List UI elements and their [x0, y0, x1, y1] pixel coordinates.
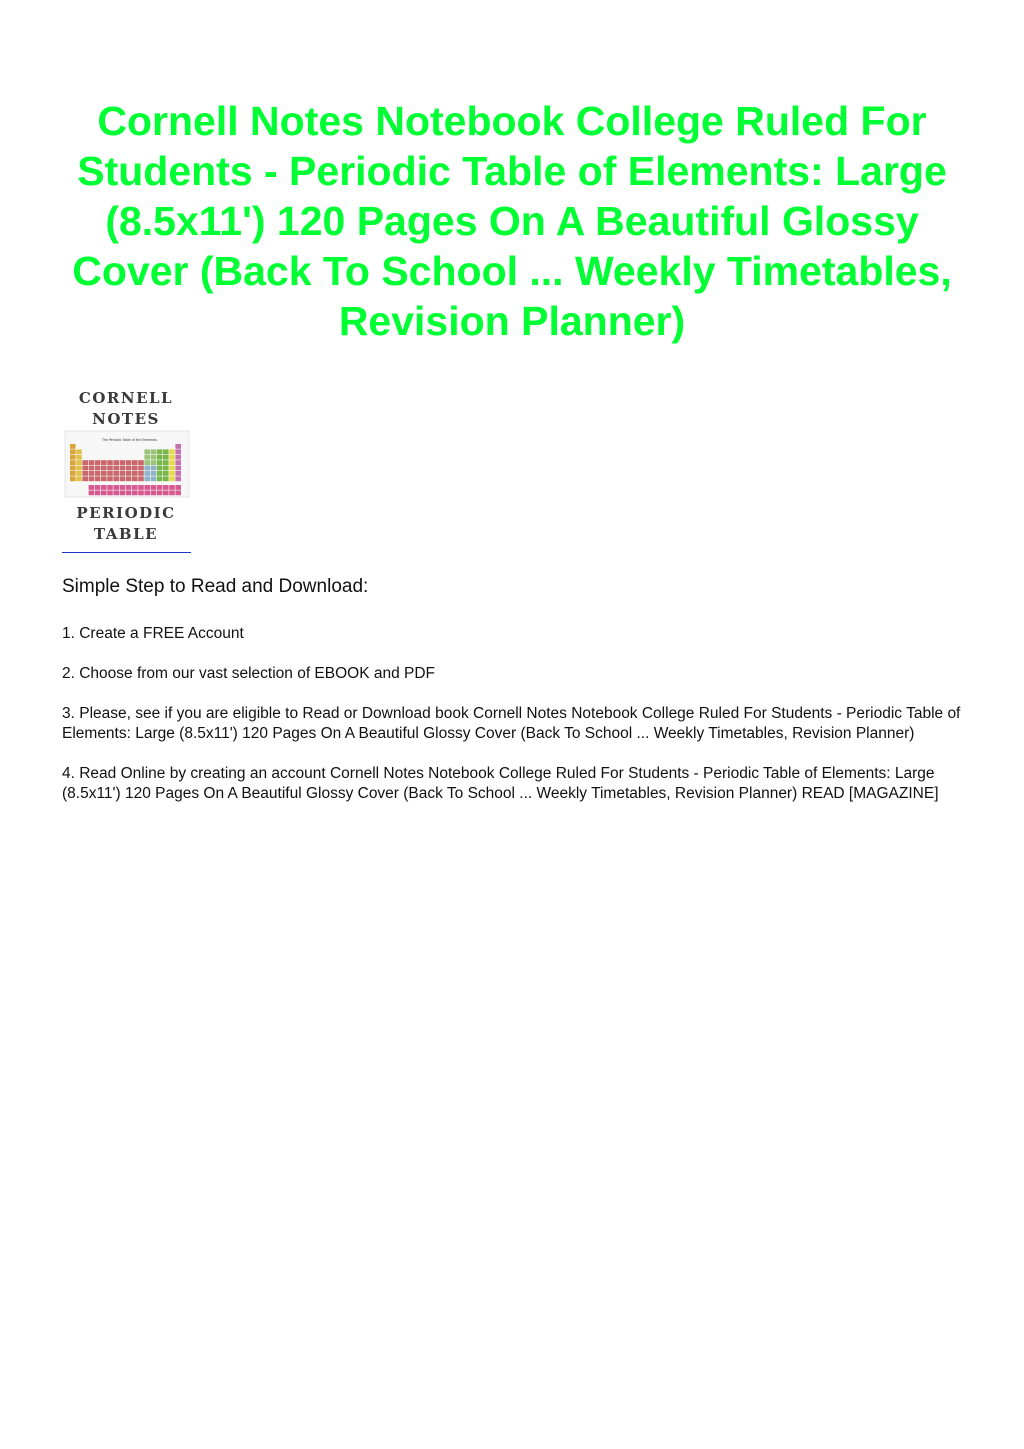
- periodic-table-graphic: [65, 431, 189, 497]
- book-cover-link[interactable]: [62, 386, 191, 553]
- step-item: 4. Read Online by creating an account Cornell Notes Notebook College Ruled For Students - Periodic Table of Elements: Large (8.5x11') 120 Pages On A Beautiful Glossy Cover (Back To School ... Weekly Timetables, Revision Planner) READ [MAGAZINE]: [62, 765, 939, 802]
- step-item: 2. Choose from our vast selection of EBOOK and PDF: [62, 665, 436, 682]
- cover-title-line-1: CORNELL: [78, 389, 174, 407]
- book-cover-image: [62, 386, 191, 550]
- section-heading: Simple Step to Read and Download:: [62, 576, 369, 597]
- periodic-table-caption: The Periodic Table of the Elements: [102, 438, 157, 442]
- cover-title-line-4: TABLE: [93, 525, 159, 543]
- step-item: 3. Please, see if you are eligible to Read or Download book Cornell Notes Notebook College Ruled For Students - Periodic Table of Elements: Large (8.5x11') 120 Pages On A Beautiful Glossy Cover (Back To School ... Weekly Timetables, Revision Planner): [62, 705, 961, 742]
- step-item: 1. Create a FREE Account: [62, 625, 244, 642]
- cover-title-line-3: PERIODIC: [76, 504, 176, 522]
- steps-list: [62, 624, 972, 824]
- page-title: Cornell Notes Notebook College Ruled For Students - Periodic Table of Elements: Large (8.5x11') 120 Pages On A Beautiful Glossy Cover (Back To School ... Weekly Timetables, Revision Planner): [72, 98, 952, 344]
- cover-title-line-2: NOTES: [92, 410, 160, 428]
